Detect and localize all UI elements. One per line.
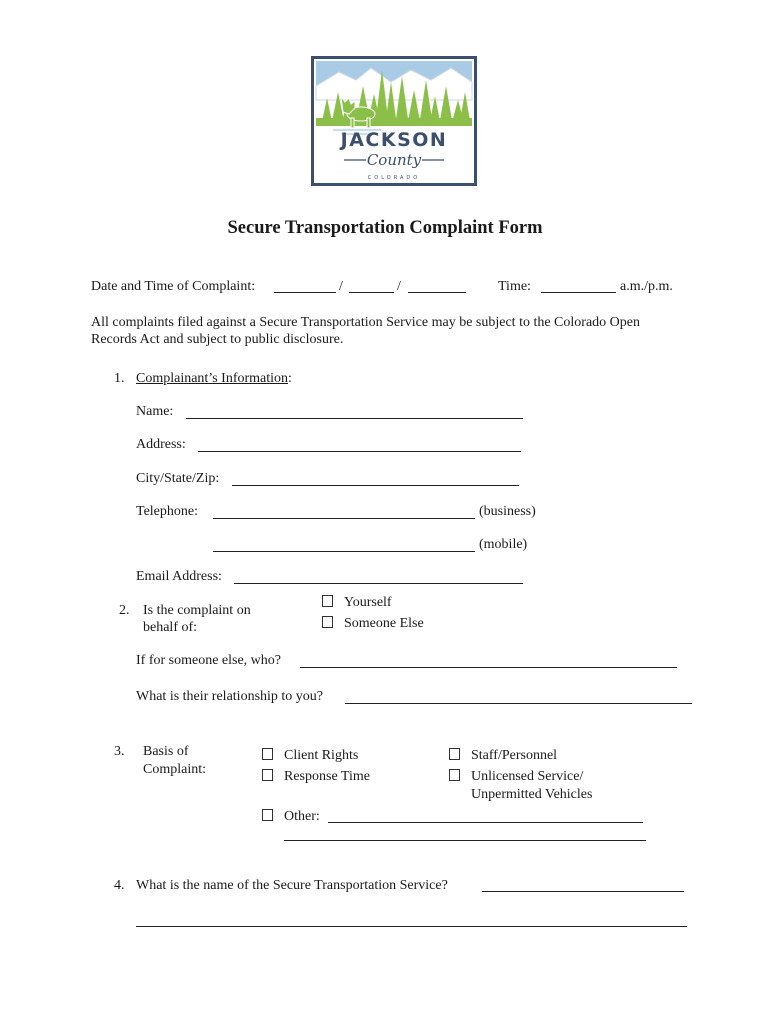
option-unlicensed-label-line-2: Unpermitted Vehicles bbox=[471, 787, 593, 802]
someone-else-who-field[interactable] bbox=[300, 667, 677, 668]
checkbox-staff-personnel[interactable] bbox=[449, 748, 460, 760]
section-4-question: What is the name of the Secure Transportation Service? bbox=[136, 878, 448, 893]
notice-line-1: All complaints filed against a Secure Transportation Service may be subject to the Colorado Open bbox=[91, 315, 640, 330]
section-1-heading-colon: : bbox=[288, 371, 292, 386]
checkbox-yourself[interactable] bbox=[322, 595, 333, 607]
someone-else-who-label: If for someone else, who? bbox=[136, 653, 282, 668]
checkbox-other[interactable] bbox=[262, 809, 273, 821]
jackson-county-logo bbox=[311, 56, 477, 186]
section-2-question-line-1: Is the complaint on bbox=[143, 603, 251, 618]
option-someone-else[interactable] bbox=[322, 616, 424, 632]
other-field-line-2[interactable] bbox=[284, 840, 646, 841]
time-label: Time: bbox=[498, 279, 531, 294]
option-other[interactable] bbox=[262, 809, 320, 825]
checkbox-client-rights[interactable] bbox=[262, 748, 273, 760]
section-3-label-line-1: Basis of bbox=[143, 744, 189, 759]
date-month-field[interactable] bbox=[274, 292, 336, 293]
name-label: Name: bbox=[136, 404, 174, 419]
section-2-number: 2. bbox=[119, 603, 130, 618]
option-response-time-label: Response Time bbox=[284, 769, 370, 784]
option-yourself-label: Yourself bbox=[344, 595, 392, 610]
address-field[interactable] bbox=[198, 451, 521, 452]
date-slash-1: / bbox=[339, 279, 343, 294]
option-unlicensed-service[interactable] bbox=[449, 769, 583, 785]
option-staff-personnel-label: Staff/Personnel bbox=[471, 748, 558, 763]
name-field[interactable] bbox=[186, 418, 523, 419]
section-3-label-line-2: Complaint: bbox=[143, 762, 206, 777]
relationship-field[interactable] bbox=[345, 703, 692, 704]
option-client-rights-label: Client Rights bbox=[284, 748, 359, 763]
section-3-number: 3. bbox=[114, 744, 125, 759]
time-field[interactable] bbox=[541, 292, 616, 293]
date-slash-2: / bbox=[397, 279, 401, 294]
service-name-field-line-1[interactable] bbox=[482, 891, 684, 892]
date-year-field[interactable] bbox=[408, 292, 466, 293]
logo-graphic bbox=[311, 56, 477, 186]
form-title: Secure Transportation Complaint Form bbox=[227, 218, 543, 238]
option-someone-else-label: Someone Else bbox=[344, 616, 424, 631]
logo-name-line1: JACKSON bbox=[340, 129, 448, 151]
section-4-number: 4. bbox=[114, 878, 125, 893]
date-day-field[interactable] bbox=[349, 292, 394, 293]
option-client-rights[interactable] bbox=[262, 748, 358, 764]
option-staff-personnel[interactable] bbox=[449, 748, 557, 764]
email-field[interactable] bbox=[234, 583, 523, 584]
section-1-number: 1. bbox=[114, 371, 125, 386]
telephone-mobile-field[interactable] bbox=[213, 551, 475, 552]
city-state-zip-field[interactable] bbox=[232, 485, 519, 486]
mobile-suffix: (mobile) bbox=[479, 537, 528, 552]
email-label: Email Address: bbox=[136, 569, 222, 584]
option-yourself[interactable] bbox=[322, 595, 392, 611]
logo-name-line2: County bbox=[366, 151, 422, 169]
logo-name-line3: COLORADO bbox=[367, 175, 421, 181]
telephone-business-field[interactable] bbox=[213, 518, 475, 519]
city-state-zip-label: City/State/Zip: bbox=[136, 471, 220, 486]
relationship-label: What is their relationship to you? bbox=[136, 689, 324, 704]
option-unlicensed-label-line-1: Unlicensed Service/ bbox=[471, 769, 584, 784]
section-2-question-line-2: behalf of: bbox=[143, 620, 198, 635]
service-name-field-line-2[interactable] bbox=[136, 926, 687, 927]
date-time-label: Date and Time of Complaint: bbox=[91, 279, 256, 294]
telephone-label: Telephone: bbox=[136, 504, 198, 519]
address-label: Address: bbox=[136, 437, 186, 452]
option-other-label: Other: bbox=[284, 809, 320, 824]
notice-line-2: Records Act and subject to public disclosure. bbox=[91, 332, 344, 347]
section-1-heading bbox=[136, 371, 292, 387]
option-response-time[interactable] bbox=[262, 769, 370, 785]
other-field-line-1[interactable] bbox=[328, 822, 643, 823]
business-suffix: (business) bbox=[479, 504, 536, 519]
checkbox-response-time[interactable] bbox=[262, 769, 273, 781]
checkbox-someone-else[interactable] bbox=[322, 616, 333, 628]
ampm-label: a.m./p.m. bbox=[620, 279, 673, 294]
checkbox-unlicensed-service[interactable] bbox=[449, 769, 460, 781]
section-1-heading-text: Complainant’s Information bbox=[136, 371, 289, 386]
